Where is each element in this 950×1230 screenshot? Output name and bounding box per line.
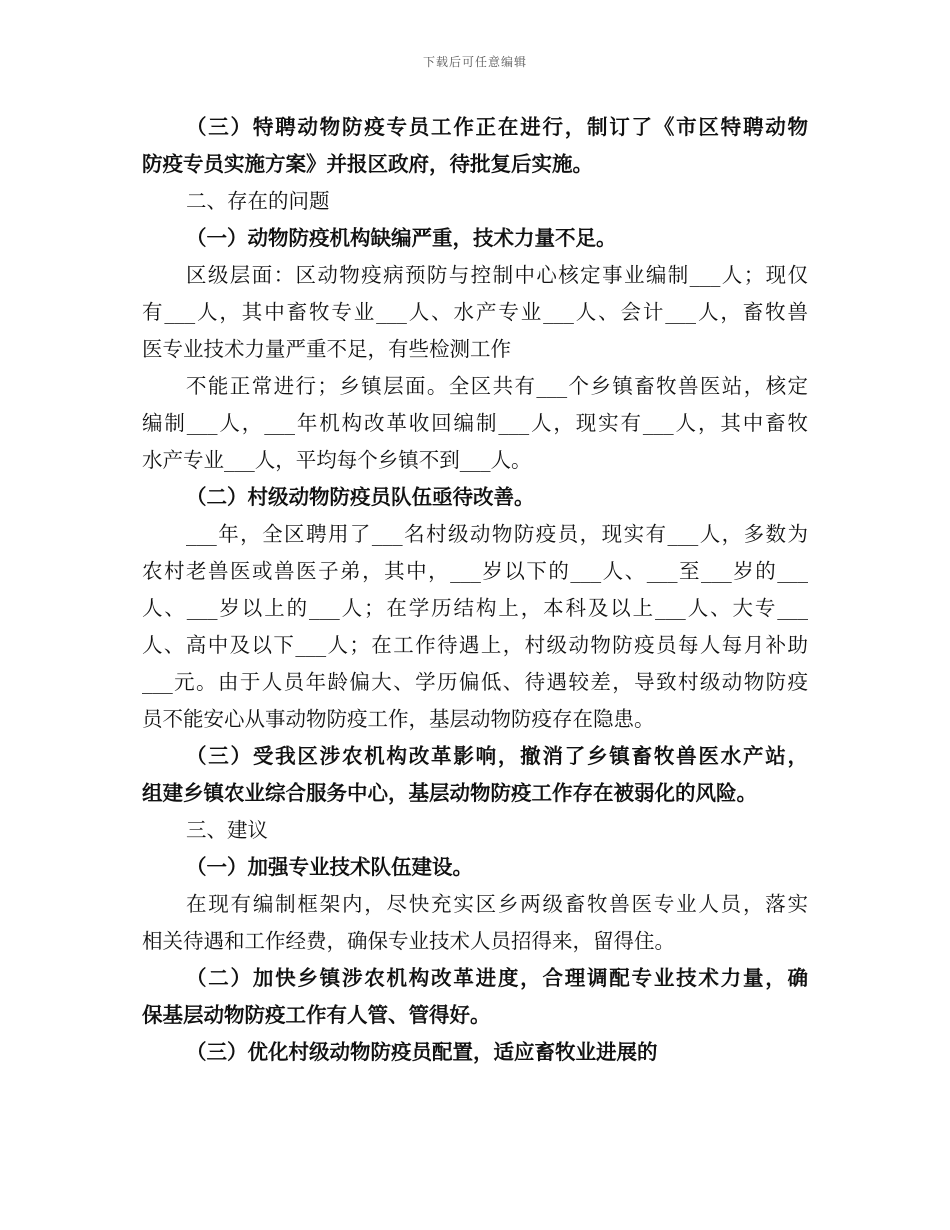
paragraph-line: 区级层面：区动物疫病预防与控制中心核定事业编制___人；现仅 (186, 263, 808, 287)
paragraph-line: 相关待遇和工作经费，确保专业技术人员招得来，留得住。 (142, 929, 675, 953)
paragraph-line: 农村老兽医或兽医子弟，其中，___岁以下的___人、___至___岁的___ (142, 559, 808, 583)
page-header: 下载后可任意编辑 (422, 55, 527, 69)
section-heading: 二、存在的问题 (186, 189, 330, 213)
paragraph-line: 保基层动物防疫工作有人管、管得好。 (142, 1003, 491, 1027)
subsection-heading: （一）加强专业技术队伍建设。 (186, 855, 473, 879)
paragraph-line: 防疫专员实施方案》并报区政府，待批复后实施。 (142, 152, 593, 176)
paragraph-line: ___元。由于人员年龄偏大、学历偏低、待遇较差，导致村级动物防疫 (142, 670, 808, 694)
paragraph-line: 水产专业___人，平均每个乡镇不到___人。 (142, 448, 532, 472)
subsection-heading: （一）动物防疫机构缺编严重，技术力量不足。 (186, 226, 617, 250)
paragraph-line: ___年，全区聘用了___名村级动物防疫员，现实有___人，多数为 (186, 522, 808, 546)
section-heading: 三、建议 (186, 818, 268, 842)
paragraph-line: 编制___人，___年机构改革收回编制___人，现实有___人，其中畜牧 (142, 411, 808, 435)
paragraph-line: 有___人，其中畜牧专业___人、水产专业___人、会计___人，畜牧兽 (142, 300, 808, 324)
paragraph-line: 人、___岁以上的___人；在学历结构上，本科及以上___人、大专___ (142, 596, 808, 620)
paragraph-line: （三）受我区涉农机构改革影响，撤消了乡镇畜牧兽医水产站， (186, 744, 808, 768)
paragraph-line: 组建乡镇农业综合服务中心，基层动物防疫工作存在被弱化的风险。 (142, 781, 757, 805)
paragraph-line: 不能正常进行；乡镇层面。全区共有___个乡镇畜牧兽医站，核定 (186, 374, 808, 398)
paragraph-line: 人、高中及以下___人；在工作待遇上，村级动物防疫员每人每月补助 (142, 633, 808, 657)
paragraph-line: 医专业技术力量严重不足，有些检测工作 (142, 337, 511, 361)
subsection-heading: （三）优化村级动物防疫员配置，适应畜牧业进展的 (186, 1040, 658, 1064)
paragraph-line: 员不能安心从事动物防疫工作，基层动物防疫存在隐患。 (142, 707, 655, 731)
paragraph-line: （三）特聘动物防疫专员工作正在进行，制订了《市区特聘动物 (186, 115, 808, 139)
paragraph-line: （二）加快乡镇涉农机构改革进度，合理调配专业技术力量，确 (186, 966, 808, 990)
subsection-heading: （二）村级动物防疫员队伍亟待改善。 (186, 485, 535, 509)
paragraph-line: 在现有编制框架内，尽快充实区乡两级畜牧兽医专业人员，落实 (186, 892, 808, 916)
document-body (142, 112, 808, 1074)
